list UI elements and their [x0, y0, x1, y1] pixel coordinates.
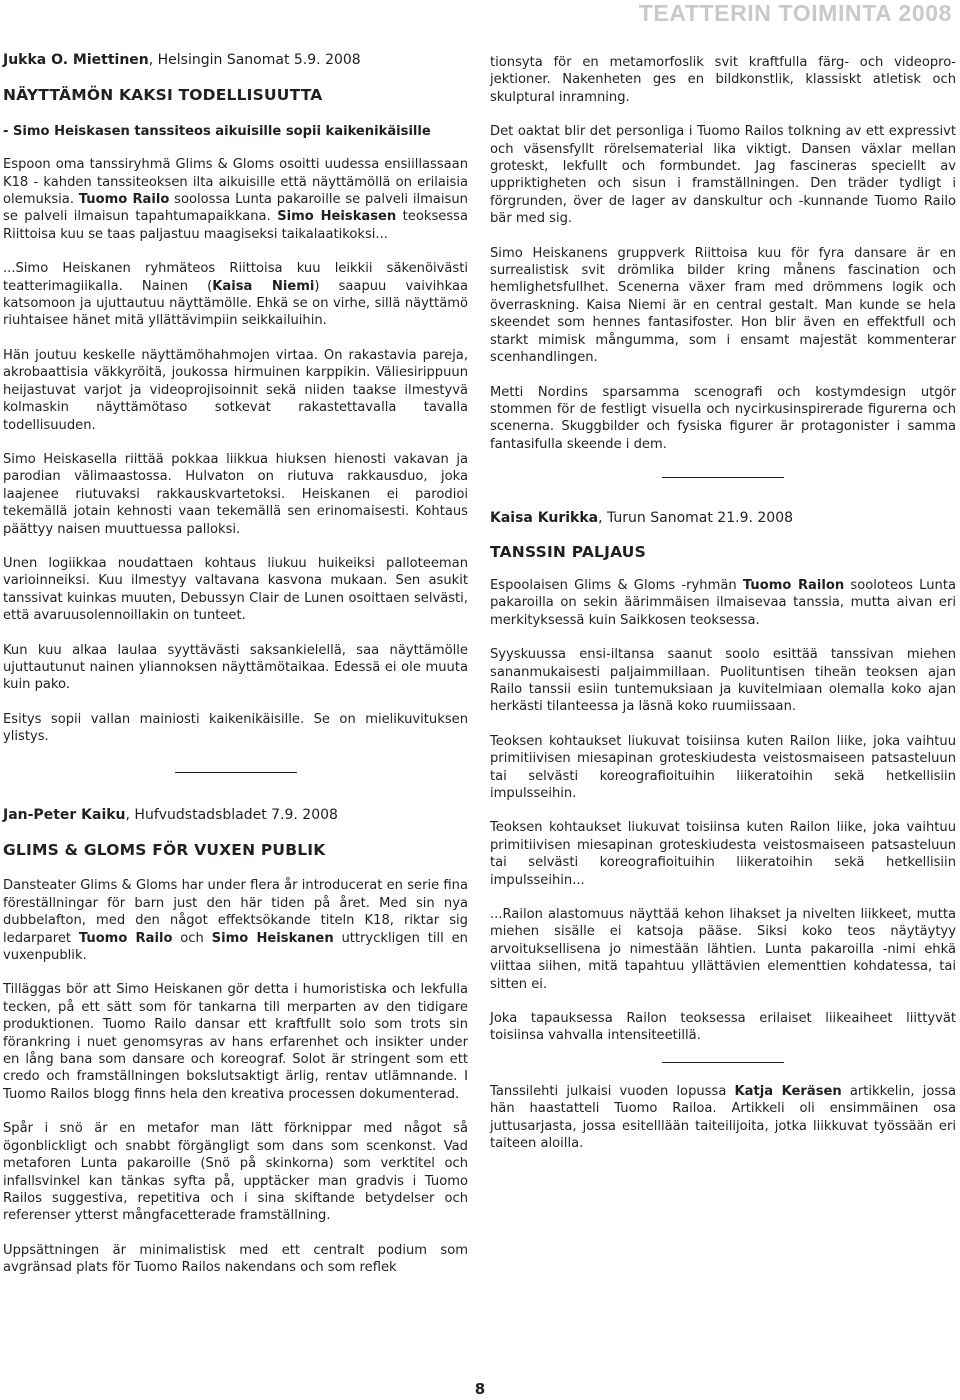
text: sooloteos Lunta pakaroilla on sekin äärimmäisen ilmaisevaa tanssia, mutta aivan eri merkityksessä kuin Saikkosen teoksessa.: [490, 577, 956, 628]
review-heading: NÄYTTÄMÖN KAKSI TODELLISUUTTA: [3, 86, 323, 105]
text: uttryckligen till en vuxenpublik.: [3, 930, 468, 964]
text: soolossa Lunta pakaroille se palveli ilmaisun se palveli ilmaisun tapahtumapaikkana.: [3, 192, 468, 225]
review-source: , Helsingin Sanomat 5.9. 2008: [148, 52, 361, 68]
review-heading: TANSSIN PALJAUS: [490, 542, 646, 561]
paragraph: Kun kuu alkaa laulaa syyttävästi saksankielellä, saa näyttämölle ujuttautunut nainen yliannoksen näyttämötaikaa. Edessä ei ole muuta kuin pako.: [3, 642, 468, 693]
text: Dansteater Glims & Gloms har under flera år introducerat en serie fina föreställningar för barn just den här tiden på året. Med sin nya dubbelafton, med den något effektsökande titeln K18, riktar sig ledarparet: [3, 878, 468, 946]
page-header-title: TEATTERIN TOIMINTA 2008: [638, 0, 952, 26]
name-highlight: Tuomo Railon: [742, 577, 845, 593]
right-column: [490, 54, 956, 1170]
section-divider: [662, 477, 784, 478]
paragraph: Teoksen kohtaukset liukuvat toisiinsa kuten Railon liike, joka vaihtuu primitiivisen miesapinan groteskiudesta veistosmaiseen patsasteluun tai selvästi koreografioituihin liikeratoihin sekä hetkellisiin impulsseihin...: [490, 820, 956, 888]
paragraph: Uppsättningen är minimalistisk med ett centralt podium som avgränsad plats för Tuomo Railos nakendans och som reflek: [3, 1242, 468, 1276]
review-byline: [490, 510, 956, 527]
paragraph: Simo Heiskanens gruppverk Riittoisa kuu för fyra dansare är en surrealistisk svit drömlika bilder kring månens fascination och hemlighetsfullhet. Scenerna växer fram med drömmens logik och överraskning. Kaisa Niemi är en central gestalt. Man kunde se hela skeendet som hennes fantasifoster. Hon blir även en effektfull och starkt mimisk mångumma, som i ensamt majestät kommenterar scenhandlingen.: [490, 245, 956, 366]
review-heading: GLIMS & GLOMS FÖR VUXEN PUBLIK: [3, 841, 326, 859]
paragraph: Spår i snö är en metafor man lätt förknippar med något så ögonblickligt och snabbt förgängligt som dans som scenkonst. Vad metaforen Lunta pakaroille (Snö på skinkorna) som verktitel och infallsvinkel kan tänkas syfta på, upptäcker man gradvis i Tuomo Railos suggestiva, repetitiva och i sina skiftande betydelser och referenser ytterst mångfacetterade framställning.: [3, 1121, 468, 1224]
paragraph: Metti Nordins sparsamma scenografi och kostymdesign utgör stommen för de festligt visuella och nycirkusinspirerade figurerna och scenerna. Skuggbilder och fysiska figurer är protagonister i samma fantasifulla skeende i dem.: [490, 384, 956, 452]
paragraph: Esitys sopii vallan mainiosti kaikenikäisille. Se on mielikuvituksen ylistys.: [3, 711, 468, 745]
name-highlight: Kaisa Niemi: [212, 278, 315, 294]
text: Tanssilehti julkaisi vuoden lopussa: [490, 1083, 735, 1099]
paragraph: [3, 877, 468, 964]
text: ...Simo Heiskanen ryhmäteos Riittoisa kuu leikkii säkenöivästi teatterimagiikalla. Nainen (: [3, 261, 468, 294]
page-number: 8: [474, 1380, 486, 1398]
review-byline: [3, 52, 468, 69]
paragraph: Joka tapauksessa Railon teoksessa erilaiset liikeaiheet liittyvät toisiinsa vahvalla intensiteetillä.: [490, 1011, 956, 1044]
paragraph: [3, 260, 468, 330]
paragraph: Syyskuussa ensi-iltansa saanut soolo esittää tanssivan miehen sananmukaisesti paljaimmillaan. Puolituntisen tiheän teoksen ajan Railo tanssii esiin tuntemuksiaan ja kuvitelmiaan olemalla koko ajan herkästi tilanteessa ja läsnä koko ruumiissaan.: [490, 647, 956, 715]
paragraph: Det oaktat blir det personliga i Tuomo Railos tolkning av ett expressivt och väsensfyllt rörelsematerial lika viktigt. Dansen växlar mellan groteskt, lekfullt och formbundet. Jag fascineras speciellt av uppriktigheten och sisun i framställningen. Den träder tydligt i förgrunden, över de lager av danskultur och -kunnande Tuomo Railo bär med sig.: [490, 124, 956, 227]
paragraph: Tilläggas bör att Simo Heiskanen gör detta i humoristiska och lekfulla tecken, på ett sätt som för tankarna till merparten av den tidigare produktionen. Tuomo Railo dansar ett kraftfullt solo som trots sin förankring i nuet genomsyras av hans erfarenhet och insikter under en lång bana som dansare och koreograf. Solot är stringent som ett credo och framställningen bokslutsaktigt ärlig, rentav utlämnande. I Tuomo Railos blogg finns hela den kreativa processen dokumenterad.: [3, 982, 468, 1102]
name-highlight: Simo Heiskasen: [277, 209, 397, 225]
text: artikkelin, jossa hän haastatteli Tuomo Railoa. Artikkeli oli ensimmäinen osa juttusarjasta, jossa esitelllään taiteilijoita, jotka liikkuvat työssään eri taiteen aloilla.: [490, 1083, 957, 1152]
paragraph: [3, 156, 468, 243]
paragraph: ...Railon alastomuus näyttää kehon lihakset ja nivelten liikkeet, mutta miehen sisälle ei katsoja pääse. Siksi koko teos näytäytyy arvoituksellisena jo nimestään lähtien. Lunta pakaroilla -nimi ehkä viittaa siihen, mitä tapahtuu yllättävien elementtien kohdatessa, tai sitten ei.: [490, 907, 956, 992]
name-highlight: Simo Heiskanen: [211, 930, 334, 946]
paragraph: tionsyta för en metamorfoslik svit kraftfulla färg- och videoprojektioner. Nakenheten ges en bildkonstlik, klassiskt atletisk och skulptural inramning.: [490, 55, 956, 105]
section-divider: [662, 1062, 784, 1063]
review-source: , Hufvudstadsbladet 7.9. 2008: [125, 806, 338, 823]
review-author: Jukka O. Miettinen: [3, 52, 149, 68]
text: Espoolaisen Glims & Gloms -ryhmän: [490, 577, 743, 593]
name-highlight: Tuomo Railo: [78, 930, 173, 946]
text: teoksessa Riittoisa kuu se taas paljastuu maagiseksi taikalaatikoksi...: [3, 209, 468, 242]
text: Espoon oma tanssiryhmä Glims & Gloms osoitti uudessa ensiillassaan K18 - kahden tanssiteoksen ilta aikuisille että näyttämöllä on erilaisia olemuksia.: [3, 157, 468, 208]
paragraph: [490, 1083, 956, 1153]
review-source: , Turun Sanomat 21.9. 2008: [598, 510, 794, 527]
name-highlight: Tuomo Railo: [78, 192, 170, 208]
text: ) saapuu vaivihkaa katsomoon ja ujuttautuu näyttämölle. Ehkä se on virhe, sillä näyttämö riuhtaisee hänet mitä yllättävimpiin seikkailuihin.: [3, 278, 468, 329]
text: och: [172, 930, 212, 946]
paragraph: Hän joutuu keskelle näyttämöhahmojen virtaa. On rakastavia pareja, akrobaattisia väkkyröitä, joukossa hirmuinen karppikin. Väliesirippuun heijastuvat varjot ja videoprojisoinnit sekä niiden taakse ilmestyvä kolmaskin näyttämötaso sotkevat rakastettavalla tavalla todellisuuden.: [3, 347, 468, 433]
section-divider: [175, 772, 297, 773]
review-author: Jan-Peter Kaiku: [3, 806, 126, 823]
left-column: [3, 52, 468, 1294]
name-highlight: Katja Keräsen: [734, 1083, 842, 1099]
paragraph: Teoksen kohtaukset liukuvat toisiinsa kuten Railon liike, joka vaihtuu primitiivisen miesapinan groteskiudesta veistosmaiseen patsasteluun tai selvästi koreografioituihin liikeratoihin sekä hetkellisiin impulsseihin.: [490, 733, 956, 801]
review-byline: [3, 807, 468, 824]
paragraph: Unen logiikkaa noudattaen kohtaus liukuu huikeiksi palloteеman varioinneiksi. Kuu ilmestyy valtavana kasvona mukaan. Sen asukit tanssivat kuinkas muuten, Debussyn Clair de Lunen osoittaen selvästi, että avaruusolennoillakin on tunteet.: [3, 555, 468, 624]
paragraph: Simo Heiskasella riittää pokkaa liikkua hiuksen hienosti vakavan ja parodian välimaastossa. Hulvaton on riutuva rakkausduo, joka laajenee riutuvaksi rakkauskvartetoksi. Heiskanen ei parodioi tekemällä jotain kehnosti vaan tekemällä sen erinomaisesti. Kohtaus päättyy naisen muuttuessa palloksi.: [3, 451, 468, 537]
review-subheading: - Simo Heiskasen tanssiteos aikuisille sopii kaikenikäisille: [3, 123, 431, 139]
review-author: Kaisa Kurikka: [490, 510, 599, 527]
paragraph: [490, 577, 956, 629]
